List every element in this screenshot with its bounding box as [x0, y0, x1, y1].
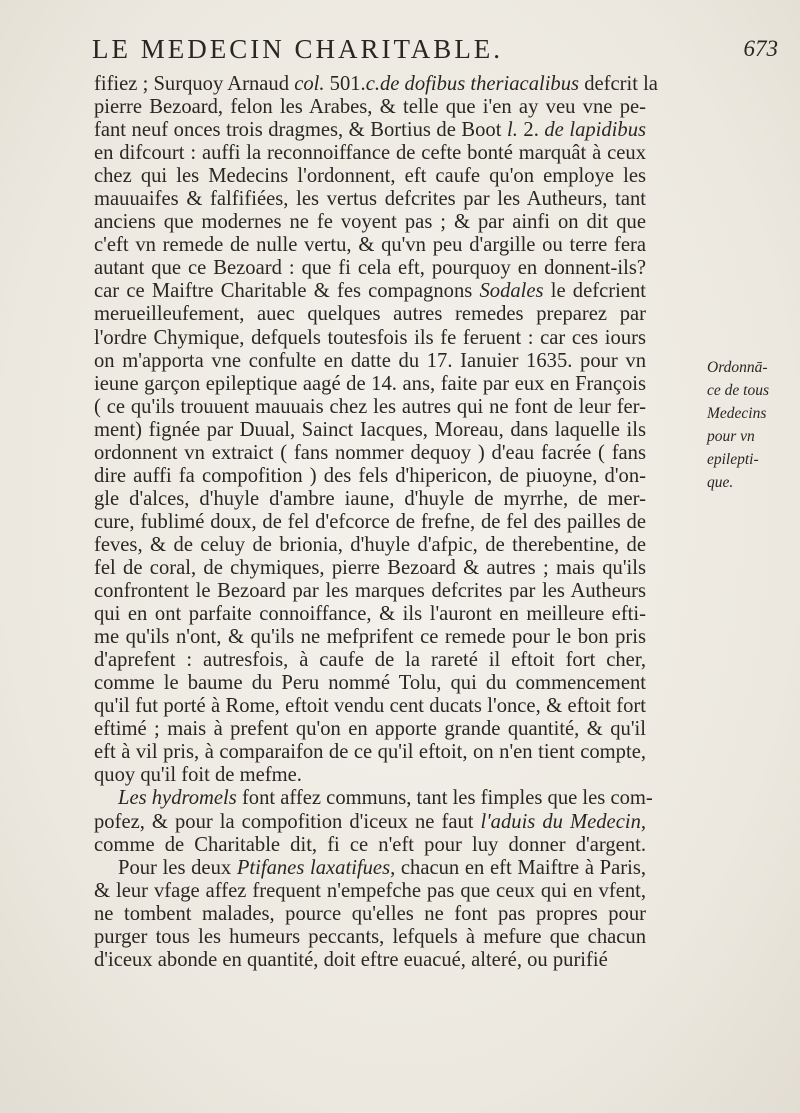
- text-run: 2.: [517, 119, 545, 142]
- text-line: [94, 119, 646, 142]
- text-line: [94, 327, 646, 350]
- main-text-block: [94, 73, 658, 972]
- text-line: [94, 649, 646, 672]
- text-run: 501.: [324, 73, 366, 95]
- text-run: c'eft vn remede de nulle vertu, & qu'vn peu d'argille ou terre fera: [94, 234, 646, 257]
- text-run: fifiez ; Surquoy Arnaud: [94, 73, 295, 95]
- text-run: d'aprefent : autresfois, à caufe de la rareté il eftoit fort cher,: [94, 649, 646, 672]
- text-line: [94, 811, 646, 834]
- margin-note-line: Ordonnā-: [707, 359, 768, 376]
- text-run: eft à vil pris, à comparaifon de ce qu'il eftoit, on n'en tient compte,: [94, 741, 646, 764]
- text-line: [94, 741, 646, 764]
- page-header: [92, 34, 782, 74]
- text-line: [94, 96, 646, 119]
- text-run: fel de coral, de chymiques, pierre Bezoard & autres ; mais qu'ils: [94, 556, 646, 579]
- text-run: on m'apporta vne confulte en datte du 17. Ianuier 1635. pour vn: [94, 349, 646, 372]
- text-run: & leur vfage affez frequent n'empefche pas que ceux qui en vfent,: [94, 879, 646, 902]
- text-run: gle d'alces, d'huyle d'ambre iaune, d'huyle de myrrhe, de mer-: [94, 487, 646, 510]
- text-line: [94, 211, 646, 234]
- text-run: me qu'ils n'ont, & qu'ils ne mefprifent ce remede pour le bon pris: [94, 626, 646, 649]
- text-run: ne tombent malades, pource qu'elles ne font pas propres pour: [94, 902, 646, 925]
- text-run: merueilleufement, auec quelques autres remedes preparez par: [94, 303, 646, 326]
- text-line: [94, 419, 646, 442]
- text-run: d'iceux abonde en quantité, doit eftre euacué, alteré, ou purifié: [94, 948, 608, 971]
- text-run: en difcourt : auffi la reconnoiffance de cefte bonté marquât à ceux: [94, 142, 646, 165]
- text-line: [94, 373, 646, 396]
- text-line: [94, 534, 646, 557]
- text-line: [94, 857, 646, 880]
- text-run: comme de Charitable dit, fi ce n'eft pour luy donner d'argent.: [94, 833, 646, 856]
- text-run: Pour les deux: [118, 856, 237, 879]
- text-line: [94, 626, 646, 649]
- text-line: [94, 257, 646, 280]
- text-line: [94, 718, 646, 741]
- text-run: car ce Maiftre Charitable & fes compagnons: [94, 280, 480, 303]
- margin-note-line: que.: [707, 474, 734, 491]
- italic-run: l'aduis du Medecin,: [480, 810, 647, 833]
- text-run: l'ordre Chymique, defquels toutesfois ils fe feruent : car ces iours: [94, 326, 646, 349]
- italic-run: de lapidibus: [544, 119, 647, 142]
- text-line: [94, 73, 658, 96]
- text-run: ( ce qu'ils trouuent mauuais chez les autres qui ne font de leur fer-: [94, 395, 646, 418]
- page-number: 673: [743, 36, 778, 61]
- italic-run: col.: [294, 73, 325, 95]
- running-title: LE MEDECIN CHARITABLE.: [92, 34, 504, 64]
- text-run: feves, & de celuy de brionia, d'huyle d'afpic, de therebentine, de: [94, 533, 646, 556]
- text-line: [94, 442, 646, 465]
- text-line: [94, 142, 646, 165]
- margin-note-line: Medecins: [707, 405, 767, 422]
- text-run: comme le baume du Peru nommé Tolu, qui du commencement: [94, 672, 646, 695]
- text-run: mauuaifes & falfifiées, les vertus defcrites par les Autheurs, tant: [94, 188, 646, 211]
- text-line: [94, 672, 646, 695]
- text-run: quoy qu'il foit de mefme.: [94, 764, 302, 787]
- text-line: [94, 303, 646, 326]
- italic-run: Ptifanes laxatifues,: [236, 856, 396, 879]
- text-run: chez qui les Medecins l'ordonnent, eft caufe qu'on employe les: [94, 165, 646, 188]
- text-run: ment) fignée par Duual, Sainct Iacques, Moreau, dans laquelle ils: [94, 418, 646, 441]
- text-run: dire auffi fa compofition ) des fels d'hipericon, de piuoyne, d'on-: [94, 464, 646, 487]
- text-line: [94, 188, 646, 211]
- text-run: ordonnent vn extraict ( fans nommer dequoy ) d'eau facrée ( fans: [94, 441, 646, 464]
- text-run: fant neuf onces trois dragmes, & Bortius de Boot: [94, 119, 507, 142]
- text-run: purger tous les humeurs peccants, lefquels à mefure que chacun: [94, 925, 646, 948]
- text-run: qu'il fut porté à Rome, eftoit vendu cent ducats l'once, & eftoit fort: [94, 695, 646, 718]
- text-run: le defcrient: [543, 280, 646, 303]
- text-line: [94, 488, 646, 511]
- text-run: autant que ce Bezoard : que fi cela eft, pourquoy en donnent-ils?: [94, 257, 646, 280]
- text-line: [94, 787, 653, 810]
- text-line: [94, 903, 646, 926]
- text-line: [94, 926, 646, 949]
- text-line: [94, 280, 646, 303]
- text-run: pofez, & pour la compofition d'iceux ne faut: [94, 810, 481, 833]
- italic-run: c.de dofibus theriacalibus: [365, 73, 580, 95]
- text-run: defcrit la: [579, 73, 658, 95]
- text-run: cure, fublimé doux, de fel d'efcorce de frefne, de fel des pailles de: [94, 510, 646, 533]
- text-line: [94, 695, 646, 718]
- text-line: [94, 350, 646, 373]
- margin-note-line: pour vn: [707, 428, 755, 445]
- text-line: [94, 396, 646, 419]
- margin-note-line: epilepti-: [707, 451, 759, 468]
- text-line: [94, 949, 646, 972]
- text-line: [94, 834, 646, 857]
- italic-run: Les hydromels: [118, 787, 237, 810]
- text-run: font affez communs, tant les fimples que les com-: [236, 787, 653, 810]
- text-line: [94, 580, 646, 603]
- text-run: pierre Bezoard, felon les Arabes, & telle que i'en ay veu vne pe-: [94, 96, 646, 119]
- text-run: ieune garçon epileptique aagé de 14. ans, faite par eux en François: [94, 372, 646, 395]
- italic-run: l.: [506, 119, 518, 142]
- italic-run: Sodales: [479, 280, 544, 303]
- margin-note-line: ce de tous: [707, 382, 769, 399]
- text-line: [94, 234, 646, 257]
- text-run: eftimé ; mais à prefent qu'on en apporte grande quantité, & qu'il: [94, 718, 646, 741]
- text-line: [94, 603, 646, 626]
- text-line: [94, 511, 646, 534]
- text-line: [94, 557, 646, 580]
- text-line: [94, 165, 646, 188]
- text-run: qui en ont parfaite connoiffance, & ils l'auront en meilleure efti-: [94, 603, 646, 626]
- marginal-note: [707, 356, 797, 494]
- text-run: confrontent le Bezoard par les marques defcrites par les Autheurs: [94, 580, 646, 603]
- text-line: [94, 764, 646, 787]
- text-line: [94, 465, 646, 488]
- text-run: anciens que modernes ne fe voyent pas ; & par ainfi on dit que: [94, 211, 646, 234]
- text-run: chacun en eft Maiftre à Paris,: [395, 856, 646, 879]
- text-line: [94, 880, 646, 903]
